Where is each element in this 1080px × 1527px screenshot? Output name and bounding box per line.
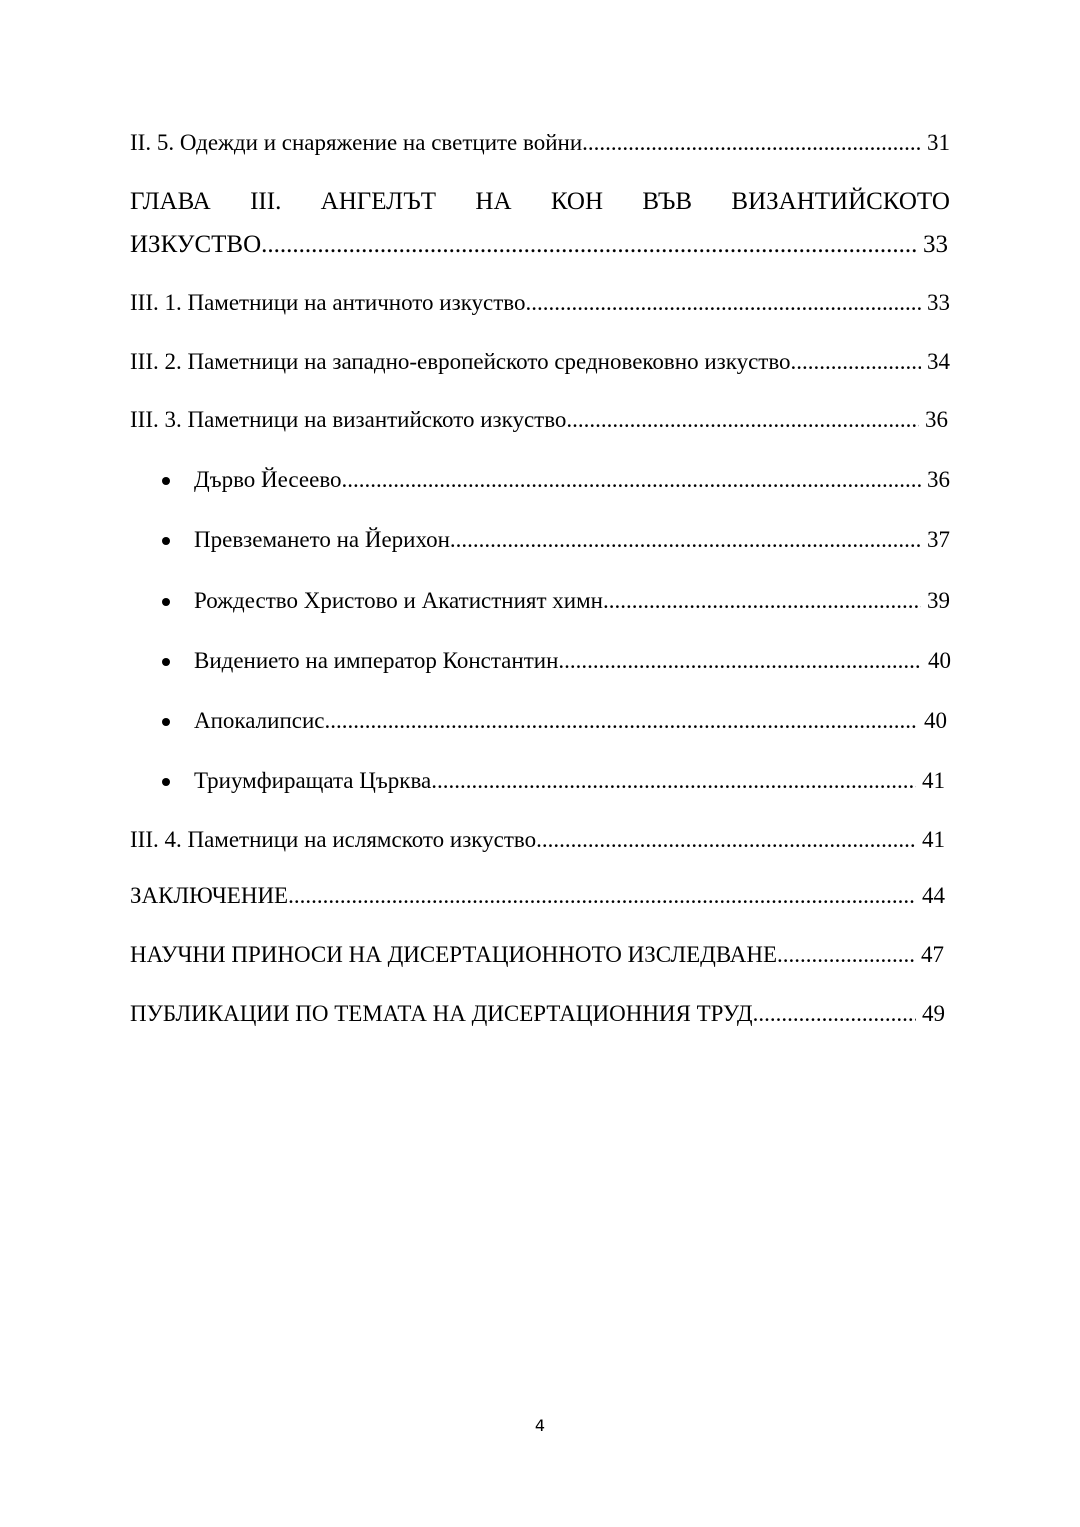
toc-dot-leader: [777, 941, 915, 969]
toc-dot-leader: [450, 526, 921, 554]
toc-entry-title: III. 1. Паметници на античното изкуство: [130, 290, 526, 315]
chapter-heading-word: ГЛАВА: [130, 188, 211, 215]
bullet-icon: [162, 598, 170, 606]
toc-dot-leader: [753, 1000, 916, 1028]
toc-dot-leader: [791, 348, 921, 376]
toc-entry-page: 33: [927, 290, 950, 315]
toc-chapter-heading: [130, 188, 950, 216]
toc-dot-leader: [288, 882, 916, 910]
chapter-heading-word: ВЪВ: [642, 188, 693, 215]
bullet-icon: [162, 658, 170, 666]
toc-dot-leader: [261, 231, 917, 259]
bullet-icon: [162, 477, 170, 485]
toc-dot-leader: [342, 466, 921, 494]
toc-entry-title: Триумфиращата Църква: [194, 768, 432, 793]
toc-entry-page: 37: [927, 527, 950, 552]
toc-entry: [130, 882, 945, 910]
toc-entry: [130, 289, 950, 317]
toc-entry-page: 36: [927, 467, 950, 492]
toc-subentry: [194, 707, 947, 735]
toc-entry: [130, 406, 948, 434]
toc-dot-leader: [566, 406, 919, 434]
toc-dot-leader: [324, 707, 918, 735]
chapter-heading-word: ВИЗАНТИЙСКОТО: [731, 188, 950, 215]
toc-entry-title: III. 4. Паметници на ислямското изкуство: [130, 827, 537, 852]
toc-entry-page: 31: [927, 130, 950, 155]
toc-chapter-heading-line2: [130, 231, 948, 259]
toc-subentry: [194, 647, 951, 675]
toc-entry-title: ЗАКЛЮЧЕНИЕ: [130, 883, 289, 908]
toc-entry-title: II. 5. Одежди и снаряжение на светците войни: [130, 130, 583, 155]
toc-entry-page: 41: [922, 768, 945, 793]
toc-entry-page: 44: [922, 883, 945, 908]
toc-dot-leader: [526, 289, 921, 317]
toc-subentry: [194, 767, 945, 795]
toc-entry-title: Рождество Христово и Акатистният химн: [194, 588, 603, 613]
toc-dot-leader: [536, 826, 916, 854]
toc-dot-leader: [603, 587, 921, 615]
page-number: 4: [534, 1416, 546, 1435]
toc-entry-page: 40: [924, 708, 947, 733]
chapter-heading-word: КОН: [550, 188, 604, 215]
toc-entry-title: ИЗКУСТВО: [130, 231, 262, 258]
toc-subentry: [194, 587, 950, 615]
toc-entry-page: 41: [922, 827, 945, 852]
toc-entry-page: 34: [927, 349, 950, 374]
toc-entry-page: 49: [922, 1001, 945, 1026]
toc-entry: [130, 1000, 945, 1028]
bullet-icon: [162, 718, 170, 726]
bullet-icon: [162, 778, 170, 786]
toc-entry-page: 47: [921, 942, 944, 967]
toc-entry-title: Дърво Йесеево: [194, 467, 342, 492]
toc-entry: [130, 941, 944, 969]
chapter-heading-word: III.: [250, 188, 282, 215]
toc-entry-page: 36: [925, 407, 948, 432]
toc-entry-title: Апокалипсис: [194, 708, 325, 733]
chapter-heading-word: АНГЕЛЪТ: [320, 188, 437, 215]
toc-entry: [130, 129, 950, 157]
bullet-icon: [162, 537, 170, 545]
toc-entry-title: НАУЧНИ ПРИНОСИ НА ДИСЕРТАЦИОННОТО ИЗСЛЕДВАНЕ: [130, 942, 778, 967]
toc-entry-title: Видението на император Константин: [194, 648, 559, 673]
toc-entry-page: 40: [928, 648, 951, 673]
toc-entry-title: ПУБЛИКАЦИИ ПО ТЕМАТА НА ДИСЕРТАЦИОННИЯ ТРУД: [130, 1001, 753, 1026]
toc-entry: [130, 826, 945, 854]
toc-dot-leader: [582, 129, 921, 157]
toc-entry-title: III. 2. Паметници на западно-европейското средновековно изкуство: [130, 349, 791, 374]
toc-entry-page: 39: [927, 588, 950, 613]
toc-entry-title: Превземането на Йерихон: [194, 527, 450, 552]
toc-subentry: [194, 526, 950, 554]
toc-dot-leader: [558, 647, 922, 675]
toc-entry: [130, 348, 950, 376]
toc-dot-leader: [431, 767, 916, 795]
toc-entry-title: III. 3. Паметници на византийското изкуство: [130, 407, 567, 432]
chapter-heading-word: НА: [475, 188, 512, 215]
toc-entry-page: 33: [923, 231, 948, 258]
toc-subentry: [194, 466, 950, 494]
